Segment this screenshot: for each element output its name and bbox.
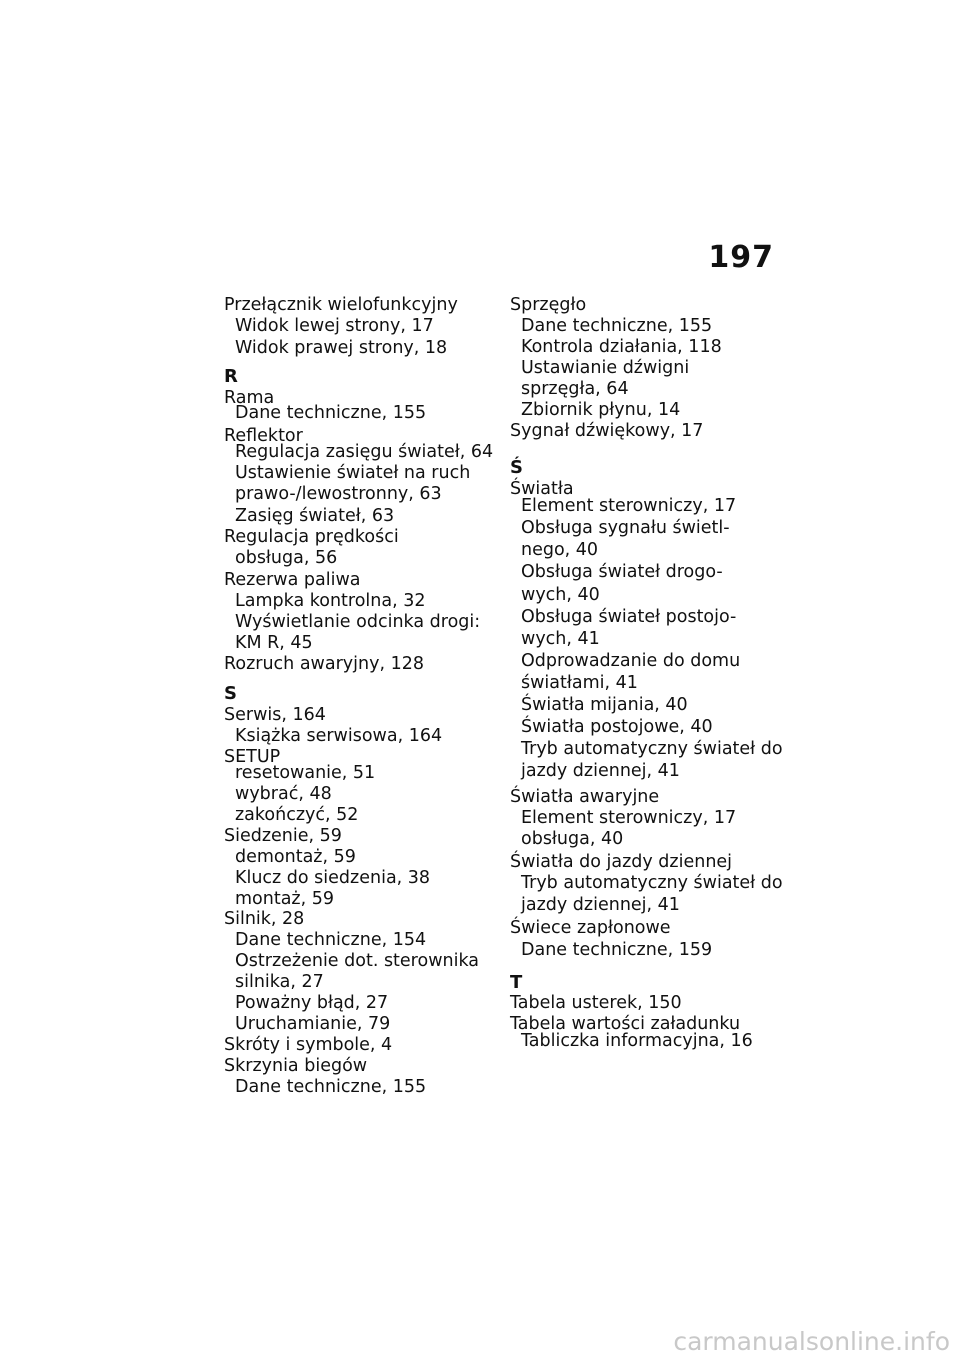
index-entry: Sprzęgło [510, 295, 587, 315]
index-entry: Rama [224, 388, 275, 408]
index-entry: Siedzenie, 59 [224, 826, 342, 846]
page-number: 197 [708, 240, 774, 275]
index-entry: Sygnał dźwiękowy, 17 [510, 421, 704, 441]
index-entry: SETUP [224, 747, 281, 767]
index-entry: Silnik, 28 [224, 909, 305, 929]
section-letter: T [510, 972, 523, 993]
index-entry: Rezerwa paliwa [224, 570, 361, 590]
index-subentry: Obsługa świateł drogo- [521, 562, 723, 582]
index-subentry: Zasięg świateł, 63 [235, 506, 395, 526]
index-subentry: Tryb automatyczny świateł do [521, 739, 783, 759]
index-subentry: zakończyć, 52 [235, 805, 359, 825]
index-entry: Światła [510, 479, 574, 499]
index-subentry: jazdy dziennej, 41 [521, 895, 680, 915]
index-subentry: Kontrola działania, 118 [521, 337, 722, 357]
index-subentry: KM R, 45 [235, 633, 313, 653]
index-entry: Skrzynia biegów [224, 1056, 368, 1076]
index-subentry: Widok prawej strony, 18 [235, 338, 448, 358]
index-subentry: Klucz do siedzenia, 38 [235, 868, 431, 888]
index-subentry: Regulacja zasięgu świateł, 64 [235, 442, 494, 462]
index-subentry: Książka serwisowa, 164 [235, 726, 443, 746]
index-subentry: wych, 41 [521, 629, 600, 649]
index-entry: Światła awaryjne [510, 787, 660, 807]
index-subentry: jazdy dziennej, 41 [521, 761, 680, 781]
index-subentry: Ostrzeżenie dot. sterownika [235, 951, 480, 971]
index-subentry: Ustawianie dźwigni [521, 358, 690, 378]
index-subentry: Tryb automatyczny świateł do [521, 873, 783, 893]
index-subentry: Tabliczka informacyjna, 16 [521, 1031, 753, 1051]
index-subentry: Ustawienie świateł na ruch [235, 463, 471, 483]
index-subentry: demontaż, 59 [235, 847, 356, 867]
index-subentry: montaż, 59 [235, 889, 335, 909]
index-entry: Świece zapłonowe [510, 918, 671, 938]
section-letter: R [224, 366, 238, 387]
index-subentry: Lampka kontrolna, 32 [235, 591, 426, 611]
index-entry: Przełącznik wielofunkcyjny [224, 295, 458, 315]
index-subentry: Dane techniczne, 154 [235, 930, 427, 950]
index-subentry: sprzęgła, 64 [521, 379, 629, 399]
index-subentry: Dane techniczne, 155 [521, 316, 713, 336]
index-subentry: Światła postojowe, 40 [521, 717, 713, 737]
index-entry: Skróty i symbole, 4 [224, 1035, 393, 1055]
index-subentry: Widok lewej strony, 17 [235, 316, 434, 336]
section-letter: S [224, 683, 237, 704]
index-subentry: Dane techniczne, 159 [521, 940, 713, 960]
index-entry: Serwis, 164 [224, 705, 326, 725]
index-entry: Światła do jazdy dziennej [510, 852, 733, 872]
index-subentry: Dane techniczne, 155 [235, 403, 427, 423]
index-subentry: obsługa, 56 [235, 548, 338, 568]
index-subentry: światłami, 41 [521, 673, 638, 693]
index-subentry: resetowanie, 51 [235, 763, 376, 783]
index-subentry: Światła mijania, 40 [521, 695, 688, 715]
index-entry: Reflektor [224, 426, 303, 446]
index-subentry: Obsługa sygnału świetl- [521, 518, 730, 538]
index-subentry: wych, 40 [521, 585, 600, 605]
index-entry: Tabela usterek, 150 [510, 993, 682, 1013]
index-subentry: Wyświetlanie odcinka drogi: [235, 612, 481, 632]
index-entry: Tabela wartości załadunku [510, 1014, 741, 1034]
index-subentry: Poważny błąd, 27 [235, 993, 389, 1013]
section-letter: Ś [510, 457, 523, 478]
index-subentry: Obsługa świateł postojo- [521, 607, 737, 627]
index-entry: Regulacja prędkości [224, 527, 399, 547]
index-subentry: silnika, 27 [235, 972, 324, 992]
index-subentry: obsługa, 40 [521, 829, 624, 849]
index-subentry: Zbiornik płynu, 14 [521, 400, 681, 420]
index-subentry: prawo-/lewostronny, 63 [235, 484, 442, 504]
index-subentry: nego, 40 [521, 540, 599, 560]
index-subentry: Element sterowniczy, 17 [521, 496, 737, 516]
index-subentry: wybrać, 48 [235, 784, 332, 804]
index-subentry: Dane techniczne, 155 [235, 1077, 427, 1097]
watermark: carmanualsonline.info [673, 1327, 950, 1356]
index-entry: Rozruch awaryjny, 128 [224, 654, 424, 674]
index-subentry: Odprowadzanie do domu [521, 651, 741, 671]
index-subentry: Element sterowniczy, 17 [521, 808, 737, 828]
index-subentry: Uruchamianie, 79 [235, 1014, 391, 1034]
